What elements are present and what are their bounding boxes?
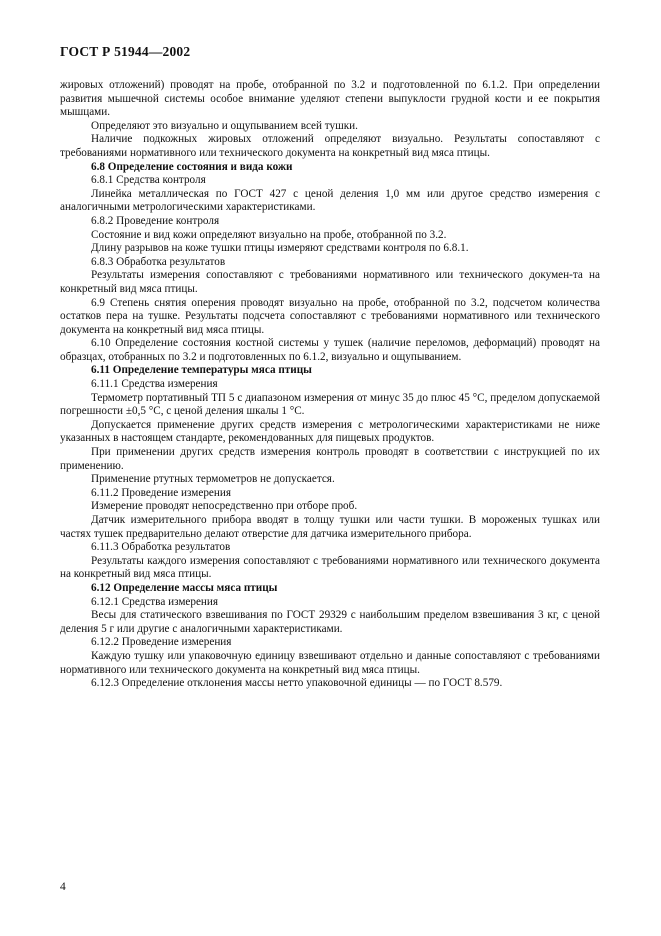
subsection-heading: 6.12.1 Средства измерения <box>91 595 219 608</box>
paragraph: Результаты каждого измерения сопоставляют с требованиями нормативного или технического документа на конкретный вид мяса птицы. <box>60 554 600 581</box>
subsection-heading: 6.12.2 Проведение измерения <box>91 636 232 649</box>
paragraph: Результаты измерения сопоставляют с требованиями нормативного или технического докумен-та на конкретный вид мяса птицы. <box>60 269 600 295</box>
paragraph: Наличие подкожных жировых отложений определяют визуально. Результаты сопоставляют с требованиями нормативного или технического документа на конкретный вид мяса птицы. <box>60 133 600 159</box>
subsection-heading: 6.11.2 Проведение измерения <box>91 486 232 499</box>
paragraph: Определяют это визуально и ощупыванием всей тушки. <box>91 119 358 132</box>
paragraph: 6.12.3 Определение отклонения массы нетто упаковочной единицы — по ГОСТ 8.579. <box>91 677 503 690</box>
paragraph: Каждую тушку или упаковочную единицу взвешивают отдельно и данные сопоставляют с требованиями нормативного или технического документа на конкретный вид мяса птицы. <box>60 649 600 676</box>
paragraph: Датчик измерительного прибора вводят в толщу тушки или части тушки. В мороженых тушках или частях тушек предварительно делают отверстие для датчика измерительного прибора. <box>60 514 600 540</box>
paragraph: Термометр портативный ТП 5 с диапазоном измерения от минус 35 до плюс 45 °С, пределом допускаемой погрешности ±0,5 °С, с ценой деления шкалы 1 °С. <box>60 391 600 418</box>
paragraph: Весы для статического взвешивания по ГОСТ 29329 с наибольшим пределом взвешивания 3 кг, с ценой деления 5 г или другие с аналогичными характеристиками. <box>60 609 600 635</box>
section-heading: 6.11 Определение температуры мяса птицы <box>91 364 312 377</box>
subsection-heading: 6.8.3 Обработка результатов <box>91 255 226 268</box>
paragraph: Измерение проводят непосредственно при отборе проб. <box>91 500 358 513</box>
paragraph: 6.9 Степень снятия оперения проводят визуально на пробе, отобранной по 3.2, подсчетом количества остатков пера на тушке. Результаты подсчета сопоставляют с требованиями нормативного или технического документа на конкретный вид мяса птицы. <box>60 296 600 336</box>
section-heading: 6.8 Определение состояния и вида кожи <box>91 160 293 173</box>
paragraph: Состояние и вид кожи определяют визуально на пробе, отобранной по 3.2. <box>91 228 447 241</box>
section-heading: 6.12 Определение массы мяса птицы <box>91 581 278 594</box>
document-header: ГОСТ Р 51944—2002 <box>60 44 191 59</box>
paragraph: Длину разрывов на коже тушки птицы измеряют средствами контроля по 6.8.1. <box>91 242 469 255</box>
paragraph: Применение ртутных термометров не допускается. <box>91 473 335 486</box>
subsection-heading: 6.11.3 Обработка результатов <box>91 541 231 554</box>
paragraph: Допускается применение других средств измерения с метрологическими характеристиками не ниже указанных в настоящем стандарте, рекомендованных для пищевых продуктов. <box>60 418 600 445</box>
page-number: 4 <box>60 881 66 893</box>
paragraph: 6.10 Определение состояния костной системы у тушек (наличие переломов, деформаций) проводят на образцах, отобранных по 3.2 и подготовленных по 6.1.2, визуально и ощупыванием. <box>60 337 600 363</box>
paragraph: жировых отложений) проводят на пробе, отобранной по 3.2 и подготовленной по 6.1.2. При определении развития мышечной системы особое внимание уделяют степени выпуклости грудной кости и ее покрытия мышцами. <box>60 79 600 119</box>
subsection-heading: 6.8.1 Средства контроля <box>91 174 206 187</box>
document-body <box>60 79 600 691</box>
paragraph: Линейка металлическая по ГОСТ 427 с ценой деления 1,0 мм или другое средство измерения с аналогичными метрологическими характеристиками. <box>60 187 600 214</box>
subsection-heading: 6.8.2 Проведение контроля <box>91 214 220 227</box>
paragraph: При применении других средств измерения контроль проводят в соответствии с инструкцией по их применению. <box>60 446 600 472</box>
subsection-heading: 6.11.1 Средства измерения <box>91 378 218 391</box>
